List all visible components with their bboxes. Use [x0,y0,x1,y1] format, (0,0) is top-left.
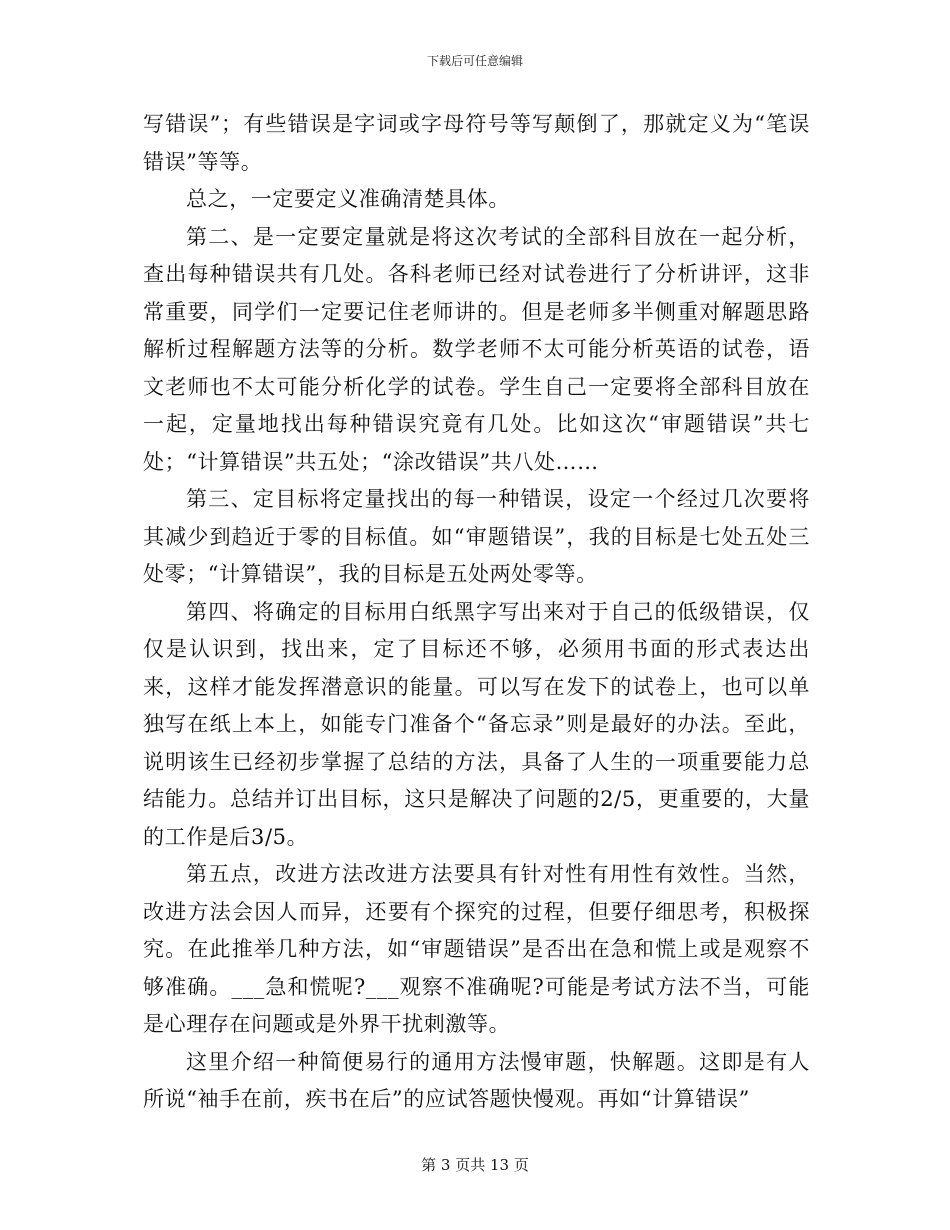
paragraph-1: 写错误”；有些错误是字词或字母符号等写颠倒了，那就定义为“笔误错误”等等。 [143,112,810,174]
paragraph-2: 总之，一定要定义准确清楚具体。 [186,187,510,211]
paragraph-5: 第四、将确定的目标用白纸黑字写出来对于自己的低级错误，仅仅是认识到，找出来，定了目标还不够，必须用书面的形式表达出来，这样才能发挥潜意识的能量。可以写在发下的试卷上，也可以单独写在纸上本上，如能专门准备个“备忘录”则是最好的办法。至此，说明该生已经初步掌握了总结的方法，具备了人生的一项重要能力总结能力。总结并订出目标，这只是解决了问题的2/5，更重要的，大量的工作是后3/5。 [143,599,810,849]
paragraph-6: 第五点，改进方法改进方法要具有针对性有用性有效性。当然，改进方法会因人而异，还要有个探究的过程，但要仔细思考，积极探究。在此推举几种方法，如“审题错误”是否出在急和慌上或是观察不够准确。___急和慌呢?___观察不准确呢?可能是考试方法不当，可能是心理存在问题或是外界干扰刺激等。 [143,862,810,1036]
paragraph-7: 这里介绍一种简便易行的通用方法慢审题，快解题。这即是有人所说“袖手在前，疾书在后”的应试答题快慢观。再如“计算错误” [143,1049,810,1111]
paragraph-3: 第二、是一定要定量就是将这次考试的全部科目放在一起分析，查出每种错误共有几处。各科老师已经对试卷进行了分析讲评，这非常重要，同学们一定要记住老师讲的。但是老师多半侧重对解题思路解析过程解题方法等的分析。数学老师不太可能分析英语的试卷，语文老师也不太可能分析化学的试卷。学生自己一定要将全部科目放在一起，定量地找出每种错误究竟有几处。比如这次“审题错误”共七处；“计算错误”共五处；“涂改错误”共八处…… [143,224,810,474]
page-header: 下载后可任意编辑 [426,54,523,68]
paragraph-4: 第三、定目标将定量找出的每一种错误，设定一个经过几次要将其减少到趋近于零的目标值。如“审题错误”，我的目标是七处五处三处零；“计算错误”，我的目标是五处两处零等。 [143,487,810,586]
document-body [143,106,810,1119]
page-footer: 第 3 页共 13 页 [421,1156,529,1174]
